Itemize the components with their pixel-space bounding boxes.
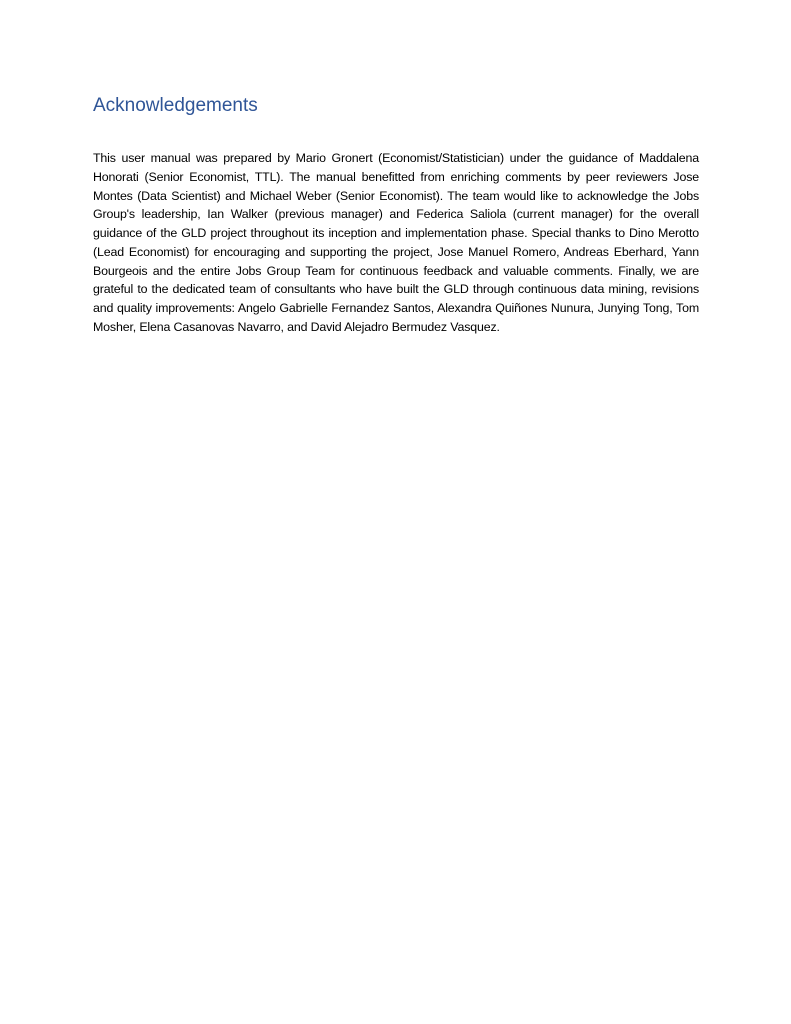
page-title: Acknowledgements [93, 95, 258, 116]
acknowledgements-paragraph: This user manual was prepared by Mario Gronert (Economist/Statistician) under the guidance of Maddalena Honorati (Senior Economist, TTL). The manual benefitted from enriching comments by peer reviewers Jose Montes (Data Scientist) and Michael Weber (Senior Economist). The team would like to acknowledge the Jobs Group's leadership, Ian Walker (previous manager) and Federica Saliola (current manager) for the overall guidance of the GLD project throughout its inception and implementation phase. Special thanks to Dino Merotto (Lead Economist) for encouraging and supporting the project, Jose Manuel Romero, Andreas Eberhard, Yann Bourgeois and the entire Jobs Group Team for continuous feedback and valuable comments. Finally, we are grateful to the dedicated team of consultants who have built the GLD through continuous data mining, revisions and quality improvements: Angelo Gabrielle Fernandez Santos, Alexandra Quiñones Nunura, Junying Tong, Tom Mosher, Elena Casanovas Navarro, and David Alejadro Bermudez Vasquez. [93, 151, 699, 334]
